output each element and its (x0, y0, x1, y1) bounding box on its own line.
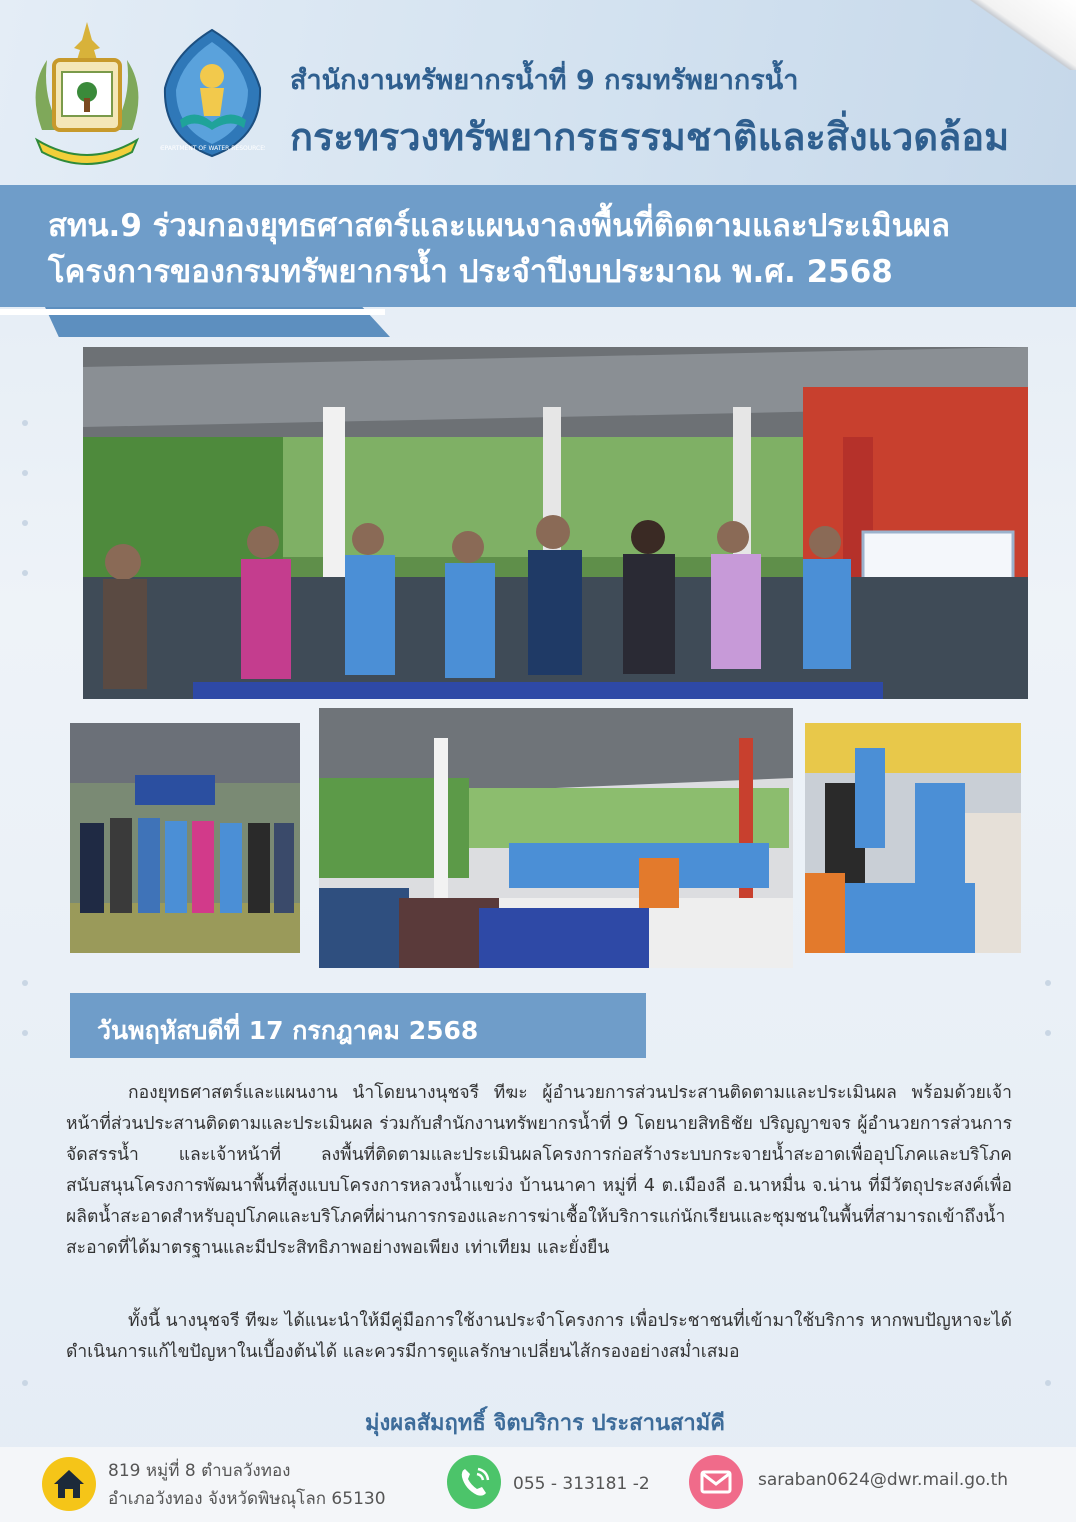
mail-icon[interactable] (689, 1455, 743, 1509)
group-photo-under-pavilion (83, 347, 1028, 699)
home-icon (42, 1457, 96, 1511)
slogan: มุ่งผลสัมฤทธิ์ จิตบริการ ประสานสามัคี (365, 1411, 725, 1436)
page-curl (966, 0, 1076, 70)
group-photo-standing (70, 723, 300, 953)
footer (0, 1447, 1076, 1522)
meeting-in-pavilion (319, 708, 793, 968)
news-date: วันพฤหัสบดีที่ 17 กรกฎาคม 2568 (97, 1016, 479, 1045)
body-paragraph-1: กองยุทธศาสตร์และแผนงาน นำโดยนางนุชจรี ทีฆะ ผู้อำนวยการส่วนประสานติดตามและประเมินผล พร้อมด้วยเจ้าหน้าที่ส่วนประสานติดตามและประเมินผล ร่วมกับสำนักงานทรัพยากรน้ำที่ 9 โดยนายสิทธิชัย ปริญญาขจร ผู้อำนวยการส่วนการจัดสรรน้ำ และเจ้าหน้าที่ ลงพื้นที่ติดตามและประเมินผลโครงการก่อสร้างระบบกระจายน้ำสะอาดเพื่ออุปโภคและบริโภค สนับสนุนโครงการพัฒนาพื้นที่สูงแบบโครงการหลวงน้ำแขว่ง บ้านนาคา หมู่ที่ 4 ต.เมืองลี อ.นาหมื่น จ.น่าน ที่มีวัตถุประสงค์เพื่อผลิตน้ำสะอาดสำหรับอุปโภคและบริโภคที่ผ่านการกรองและการฆ่าเชื้อให้บริการแก่นักเรียนและชุมชนในพื้นที่สามารถเข้าถึงน้ำสะอาดที่ได้มาตรฐานและมีประสิทธิภาพอย่างพอเพียง เท่าเทียม และยั่งยืน (66, 1083, 1012, 1258)
org-name-line2: กระทรวงทรัพยากรธรรมชาติและสิ่งแวดล้อม (290, 115, 1010, 159)
villagers-discussion (805, 723, 1021, 953)
address-line-2: อำเภอวังทอง จังหวัดพิษณุโลก 65130 (108, 1489, 386, 1509)
body-paragraph-2: ทั้งนี้ นางนุชจรี ทีฆะ ได้แนะนำให้มีคู่มือการใช้งานประจำโครงการ เพื่อประชาชนที่เข้ามาใช้บริการ หากพบปัญหาจะได้ดำเนินการแก้ไขปัญหาในเบื้องต้นได้ และควรมีการดูแลรักษาเปลี่ยนไส้กรองอย่างสม่ำเสมอ (66, 1311, 1012, 1362)
email-address[interactable]: saraban0624@dwr.mail.go.th (758, 1470, 1009, 1490)
svg-text:DEPARTMENT OF WATER RESOURCES: DEPARTMENT OF WATER RESOURCES (160, 145, 265, 152)
title-band-line (0, 309, 385, 315)
headline-line1: สทน.9 ร่วมกองยุทธศาสตร์และแผนงาลงพื้นที่ติดตามและประเมินผล (48, 208, 950, 244)
phone-icon[interactable] (447, 1455, 501, 1509)
headline-line2: โครงการของกรมทรัพยากรน้ำ ประจำปีงบประมาณ พ.ศ. 2568 (48, 254, 893, 290)
phone-number[interactable]: 055 - 313181 -2 (513, 1474, 650, 1494)
org-name-line1: สำนักงานทรัพยากรน้ำที่ 9 กรมทรัพยากรน้ำ (290, 65, 799, 96)
address-line-1: 819 หมู่ที่ 8 ตำบลวังทอง (108, 1461, 291, 1481)
ministry-emblem-icon (22, 20, 152, 170)
dwr-emblem-icon (160, 28, 265, 158)
